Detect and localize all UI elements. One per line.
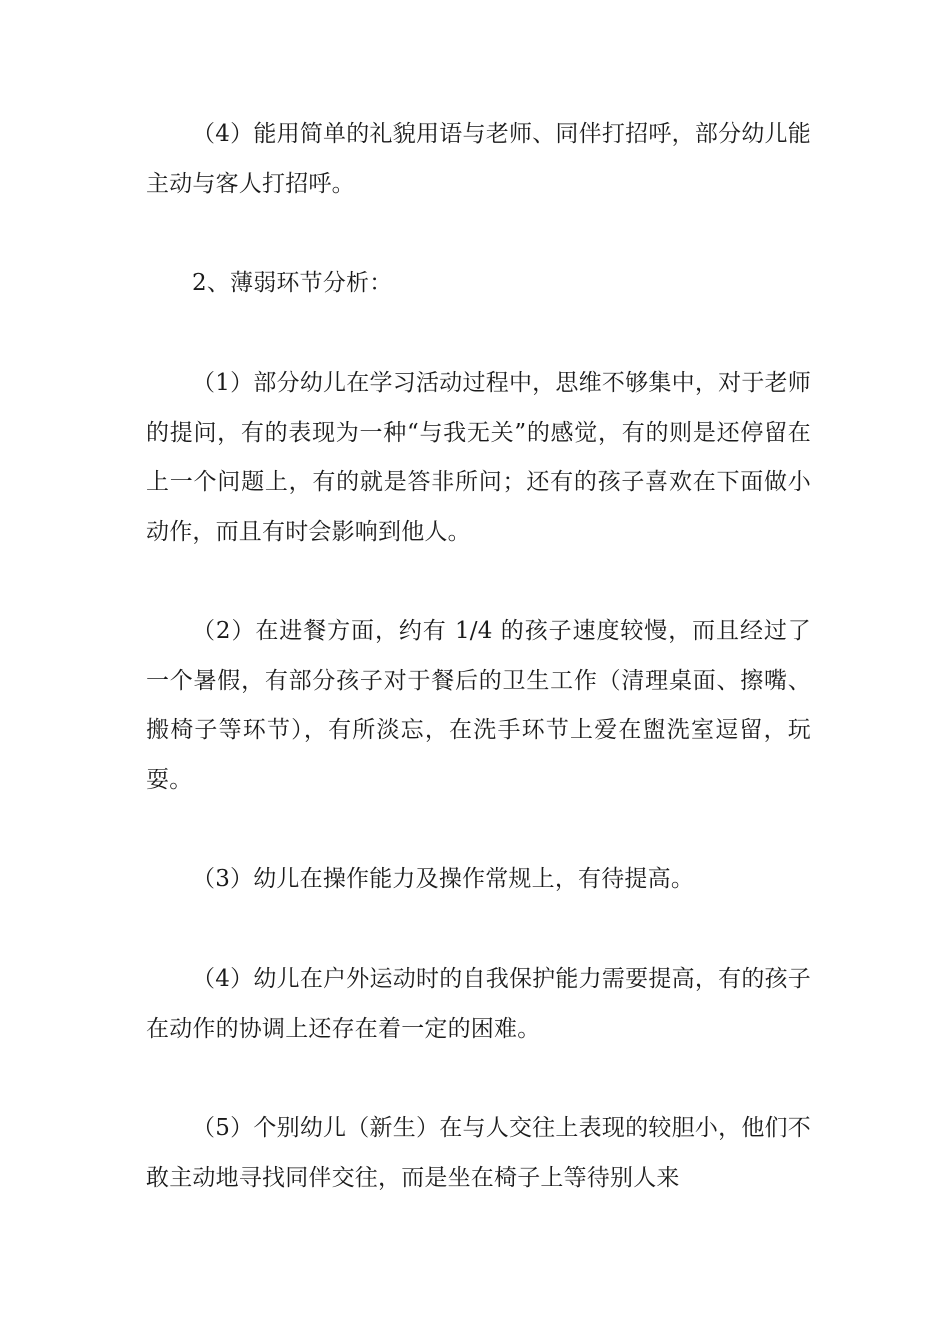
paragraph-dining: （2）在进餐方面，约有 1/4 的孩子速度较慢，而且经过了一个暑假，有部分孩子对于餐后的卫生工作（清理桌面、擦嘴、搬椅子等环节），有所淡忘，在洗手环节上爱在盥洗室逗留，玩耍。 (146, 618, 811, 793)
paragraph-greeting-ability: （4）能用简单的礼貌用语与老师、同伴打招呼，部分幼儿能主动与客人打招呼。 (146, 121, 811, 197)
paragraph-operation-skills: （3）幼儿在操作能力及操作常规上，有待提高。 (192, 866, 695, 892)
paragraph-social-interaction: （5）个别幼儿（新生）在与人交往上表现的较胆小，他们不敢主动地寻找同伴交往，而是坐在椅子上等待别人来 (146, 1115, 811, 1191)
paragraph-outdoor-safety: （4）幼儿在户外运动时的自我保护能力需要提高，有的孩子在动作的协调上还存在着一定的困难。 (146, 966, 811, 1042)
section-heading-weak-links: 2、薄弱环节分析： (192, 270, 393, 296)
paragraph-attention: （1）部分幼儿在学习活动过程中，思维不够集中，对于老师的提问，有的表现为一种“与我无关”的感觉，有的则是还停留在上一个问题上，有的就是答非所问；还有的孩子喜欢在下面做小动作，而且有时会影响到他人。 (146, 370, 811, 545)
